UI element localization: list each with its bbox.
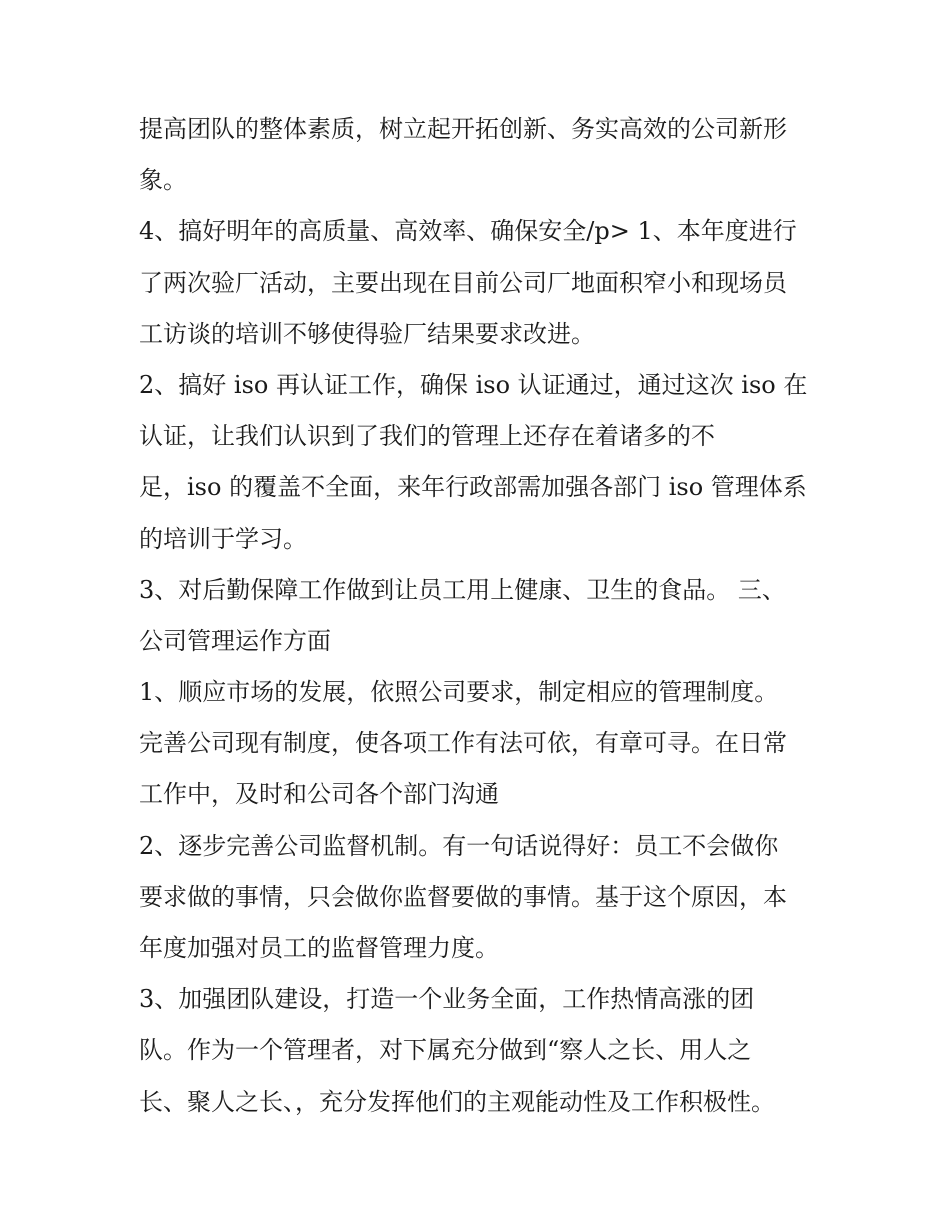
text-line: 年度加强对员工的监督管理力度。 <box>139 934 499 962</box>
text-line: 足，iso 的覆盖不全面，来年行政部需加强各部门 iso 管理体系 <box>139 473 807 502</box>
text-line: 完善公司现有制度，使各项工作有法可依，有章可寻。在日常 <box>139 729 787 758</box>
text-line: 象。 <box>139 166 187 195</box>
document-body <box>139 104 829 1128</box>
text-line: 3、加强团队建设，打造一个业务全面，工作热情高涨的团 <box>139 985 755 1014</box>
text-line: 2、逐步完善公司监督机制。有一句话说得好：员工不会做你 <box>139 831 779 860</box>
text-line: 认证，让我们认识到了我们的管理上还存在着诸多的不 <box>139 422 715 451</box>
text-line: 的培训于学习。 <box>139 524 307 553</box>
text-line: 工作中，及时和公司各个部门沟通 <box>139 780 499 809</box>
text-line: 3、对后勤保障工作做到让员工用上健康、卫生的食品。 三、 <box>139 575 786 604</box>
text-line: 队。作为一个管理者，对下属充分做到“察人之长、用人之 <box>139 1036 752 1065</box>
text-line: 长、聚人之长、，充分发挥他们的主观能动性及工作积极性。 <box>139 1087 775 1116</box>
text-line: 4、搞好明年的高质量、高效率、确保安全/p> 1、本年度进行 <box>139 217 797 246</box>
text-line: 了两次验厂活动，主要出现在目前公司厂地面积窄小和现场员 <box>139 268 787 297</box>
text-line: 工访谈的培训不够使得验厂结果要求改进。 <box>139 319 595 348</box>
text-line: 1、顺应市场的发展，依照公司要求，制定相应的管理制度。 <box>139 678 779 707</box>
text-line: 要求做的事情，只会做你监督要做的事情。基于这个原因，本 <box>139 882 787 911</box>
text-line: 公司管理运作方面 <box>139 626 331 655</box>
text-line: 2、搞好 iso 再认证工作，确保 iso 认证通过，通过这次 iso 在 <box>139 370 808 399</box>
text-line: 提高团队的整体素质，树立起开拓创新、务实高效的公司新形 <box>139 115 787 143</box>
